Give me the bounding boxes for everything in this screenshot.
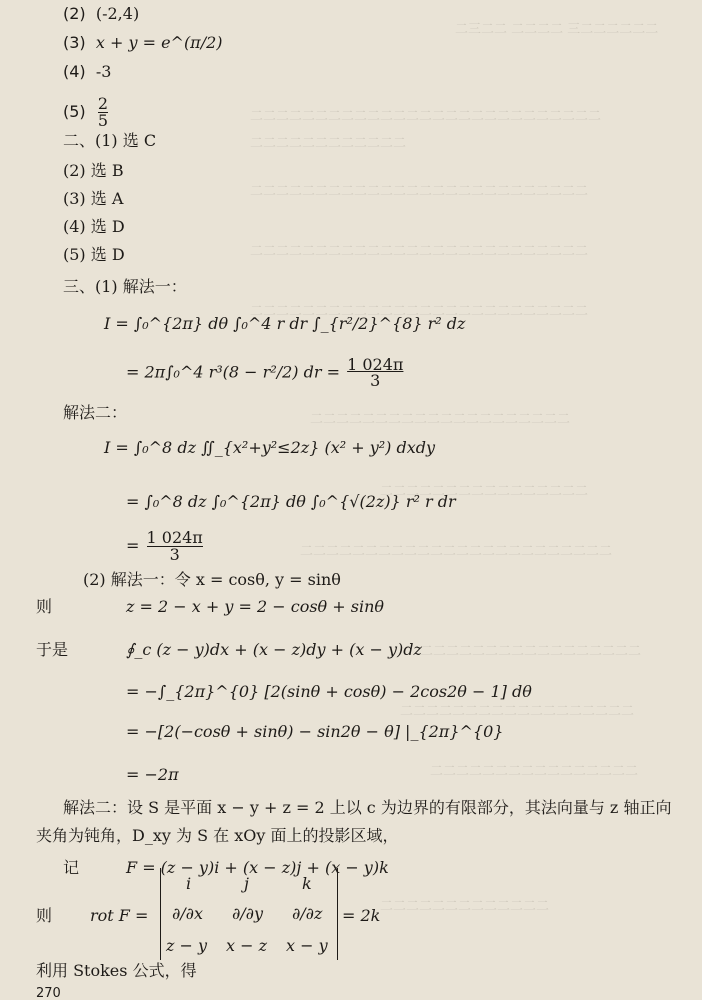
solution-2-result: = $\frac{1 024\pi}{3}$	[126, 528, 203, 564]
fraction: $\frac{1 024\pi}{3}$	[347, 355, 404, 390]
label-yushi: 于是	[36, 640, 69, 659]
vector-field-definition: F = (z − y)i + (x − z)j + (x − y)k	[126, 858, 389, 877]
det-cell: j	[244, 874, 249, 893]
det-cell: x − z	[226, 936, 268, 955]
label-ji: 记	[63, 858, 80, 877]
method-2-label: 解法二：	[63, 403, 128, 422]
fraction: $\frac{1 024\pi}{3}$	[146, 528, 203, 564]
integral-step-3: = −2π	[126, 765, 179, 784]
bleed-through-decoration: 二三二二 二二二二 三二二二二二二 二二二二二二二二二二二二二二二二二二二二二二二二二二二 二二二二二二二二二二二二 二二二二二二二二二二二二二二二二二二二二二二二二二二 二二二二二二二二二二二二二二二二二二二二二二二二二二 二二二二二二二二二二二二二二二二二二二二二二二二二二 二二二二二二二二二二二二二二二二二二二二 二二二二二二二二二二二二二二二二 二二二二二二二二二二二二二二二二二二二二二二二二 二二二二二二二二二二二二二二二二二 二二二二二二二二二二二二二二二二二二 二二二二二二二二二二二二二二二二 二二二二二二二二二二二二二	[250, 22, 659, 914]
answer-3: (3) x + y = e^(π/2)	[63, 33, 223, 52]
section-2-item: (4) 选 D	[63, 217, 125, 236]
method-2b-paragraph-cont: 夹角为钝角，D_xy 为 S 在 xOy 面上的投影区域，	[36, 826, 399, 845]
solution-2-cylindrical: = ∫₀^8 dz ∫₀^{2π} dθ ∫₀^{√(2z)} r² r dr	[126, 492, 456, 511]
line-integral: ∮_c (z − y)dx + (x − z)dy + (x − y)dz	[126, 640, 422, 659]
section-2-item: (5) 选 D	[63, 245, 125, 264]
part-2-heading: (2) 解法一：令 x = cosθ, y = sinθ	[83, 570, 341, 589]
method-2b-paragraph: 解法二：设 S 是平面 x − y + z = 2 上以 c 为边界的有限部分，其法向量与 z 轴正向	[63, 798, 672, 817]
stokes-line: 利用 Stokes 公式，得	[36, 961, 197, 980]
answer-5: (5) $\frac{2}{5}$	[63, 94, 109, 130]
section-2-heading: 二、(1) 选 C	[63, 131, 157, 150]
rot-lhs: rot F =	[90, 906, 149, 925]
section-2-item: (3) 选 A	[63, 189, 124, 208]
solution-2-integral: I = ∫₀^8 dz ∬_{x²+y²≤2z} (x² + y²) dxdy	[104, 438, 436, 457]
det-cell: x − y	[286, 936, 328, 955]
det-cell: i	[186, 874, 192, 893]
det-cell: ∂/∂x	[172, 904, 203, 923]
section-3-heading: 三、(1) 解法一：	[63, 277, 187, 296]
det-cell: ∂/∂z	[292, 904, 323, 923]
section-2-item: (2) 选 B	[63, 161, 124, 180]
answer-4: (4) -3	[63, 62, 112, 81]
solution-1-triple-integral: I = ∫₀^{2π} dθ ∫₀^4 r dr ∫_{r²/2}^{8} r² dz	[104, 314, 466, 333]
label-ze-2: 则	[36, 906, 53, 925]
integral-step-1: = −∫_{2π}^{0} [2(sinθ + cosθ) − 2cos2θ − 1] dθ	[126, 682, 532, 701]
integral-step-2: = −[2(−cosθ + sinθ) − sin2θ − θ] |_{2π}^{0}	[126, 722, 504, 741]
solution-1-result-line: = 2π∫₀^4 r³(8 − r²/2) dr = $\frac{1 024\pi}{3}$	[126, 355, 404, 390]
fraction: $\frac{2}{5}$	[97, 94, 109, 130]
answer-2: (2) (-2,4)	[63, 4, 140, 23]
det-cell: z − y	[166, 936, 208, 955]
page-number: 270	[36, 986, 61, 1000]
rot-result: = 2k	[342, 906, 381, 925]
det-cell: k	[302, 874, 312, 893]
label-ze: 则	[36, 597, 53, 616]
det-cell: ∂/∂y	[232, 904, 263, 923]
z-equation: z = 2 − x + y = 2 − cosθ + sinθ	[126, 597, 385, 616]
